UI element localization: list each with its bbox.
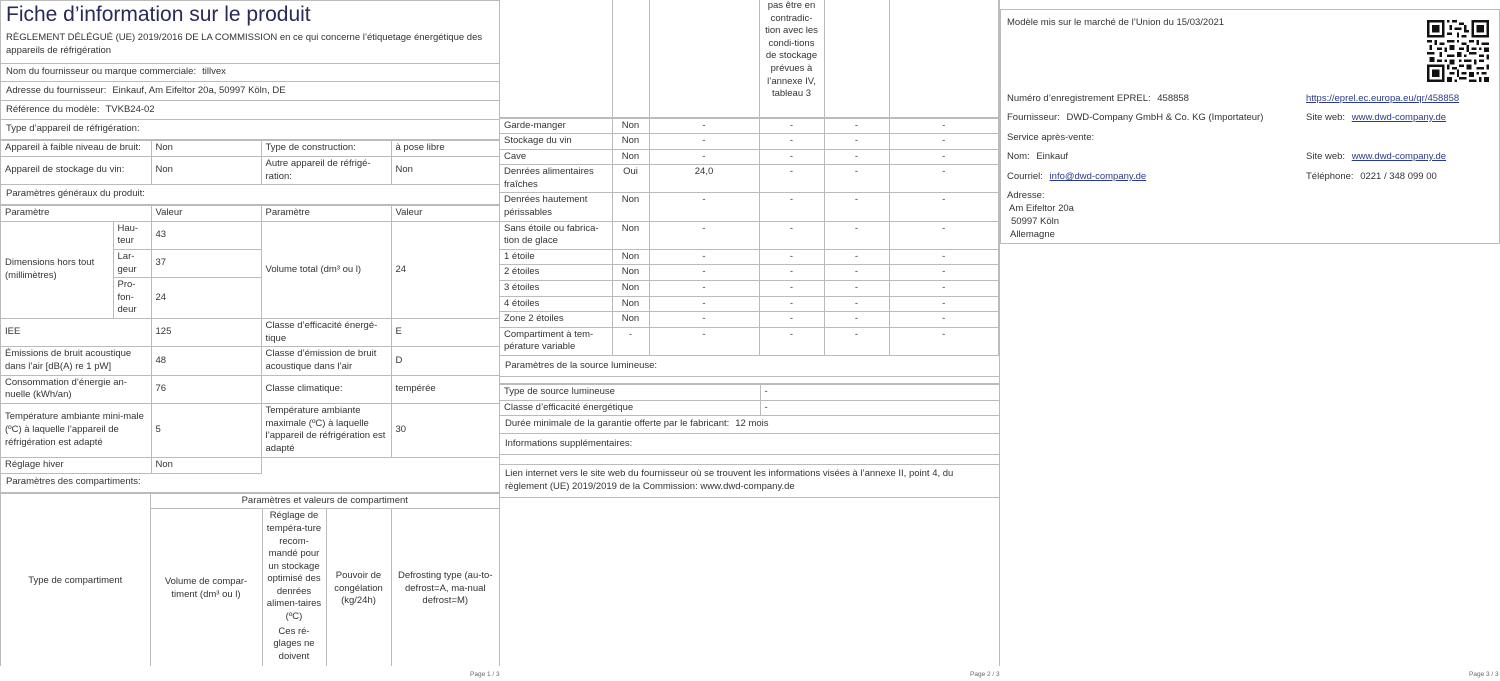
comp-temp-header xyxy=(262,509,326,666)
service-website-link[interactable]: www.dwd-company.de xyxy=(1351,151,1447,162)
email-row xyxy=(1007,171,1146,184)
compartment-freeze: - xyxy=(824,221,889,249)
light-heading: Paramètres de la source lumineuse: xyxy=(500,356,999,377)
type-table xyxy=(1,140,499,185)
comp-type-header: Type de compartiment xyxy=(1,493,150,666)
compartment-present: Non xyxy=(612,312,649,328)
iee-value: 125 xyxy=(151,319,261,347)
model-value: TVKB24-02 xyxy=(105,103,155,115)
compartment-name: Stockage du vin xyxy=(500,134,612,150)
supplier-label: Nom du fournisseur ou marque commerciale: xyxy=(6,66,197,78)
info-heading: Informations supplémentaires: xyxy=(500,434,999,455)
page-number-1: Page 1 / 3 xyxy=(470,671,500,678)
light-class-value: - xyxy=(760,400,999,416)
address-row xyxy=(1,82,499,101)
value-header: Valeur xyxy=(151,206,261,222)
compartment-freeze: - xyxy=(824,312,889,328)
website-label: Site web: xyxy=(1306,112,1346,123)
construction-value: à pose libre xyxy=(391,141,499,157)
address-line-1: Am Eifeltor 20a xyxy=(1009,203,1074,214)
compartment-defrost: - xyxy=(889,134,999,150)
page-3 xyxy=(1000,0,1500,666)
model-row xyxy=(1,101,499,120)
comp-defrost-header: Defrosting type (au-to-defrost=A, ma-nual defrost=M) xyxy=(391,509,499,666)
compartment-temp: - xyxy=(759,193,824,221)
comp-freeze-header: Pouvoir de congélation (kg/24h) xyxy=(326,509,391,666)
address-label: Adresse: xyxy=(1007,190,1045,201)
depth-value: 24 xyxy=(151,278,261,319)
low-noise-value: Non xyxy=(151,141,261,157)
phone-label: Téléphone: xyxy=(1306,171,1354,182)
service-website-row xyxy=(1306,151,1446,164)
compartment-name: 3 étoiles xyxy=(500,281,612,297)
compartments-header-table xyxy=(1,493,499,666)
supplier-row xyxy=(1,64,499,82)
winter-value: Non xyxy=(151,457,261,473)
supplier-row xyxy=(1007,112,1263,125)
compartment-freeze: - xyxy=(824,165,889,193)
height-value: 43 xyxy=(151,221,261,249)
address-label: Adresse du fournisseur: xyxy=(6,84,107,96)
climate-label: Classe climatique: xyxy=(261,375,391,403)
compartment-temp: - xyxy=(759,327,824,355)
compartment-defrost: - xyxy=(889,149,999,165)
compartment-temp: - xyxy=(759,296,824,312)
compartment-name: 1 étoile xyxy=(500,249,612,265)
warranty-value: 12 mois xyxy=(735,418,769,430)
compartment-freeze: - xyxy=(824,296,889,312)
eprel-link[interactable]: https://eprel.ec.europa.eu/qr/458858 xyxy=(1306,93,1460,104)
compartment-present: Non xyxy=(612,193,649,221)
tmin-value: 5 xyxy=(151,403,261,457)
compartment-defrost: - xyxy=(889,165,999,193)
website-row xyxy=(1306,112,1446,125)
compartment-row xyxy=(500,118,999,134)
compartment-defrost: - xyxy=(889,221,999,249)
compartment-row xyxy=(500,327,999,355)
website-link[interactable]: www.dwd-company.de xyxy=(1351,112,1447,123)
compartment-name: Sans étoile ou fabrica-tion de glace xyxy=(500,221,612,249)
compartment-temp: - xyxy=(759,281,824,297)
noise-value: 48 xyxy=(151,347,261,375)
compartment-present: - xyxy=(612,327,649,355)
model-label: Référence du modèle: xyxy=(6,103,100,115)
service-name-value: Einkauf xyxy=(1036,151,1069,162)
eprel-label: Numéro d’enregistrement EPREL: xyxy=(1007,93,1151,104)
compartment-temp: - xyxy=(759,221,824,249)
compartment-present: Non xyxy=(612,281,649,297)
comp-temp-note-cont: pas être en contradic-tion avec les condi-tions de stockage prévues à l’annexe IV, tableau 3 xyxy=(759,0,824,117)
type-heading: Type d’appareil de réfrigération: xyxy=(1,120,499,140)
compartment-name: Zone 2 étoiles xyxy=(500,312,612,328)
volume-value: 24 xyxy=(391,221,499,318)
low-noise-label: Appareil à faible niveau de bruit: xyxy=(1,141,151,157)
warranty-row xyxy=(500,416,999,434)
compartment-freeze: - xyxy=(824,193,889,221)
compartment-temp: - xyxy=(759,265,824,281)
light-type-label: Type de source lumineuse xyxy=(500,385,760,401)
regulation-subtitle: RÈGLEMENT DÉLÉGUÉ (UE) 2019/2016 DE LA COMMISSION en ce qui concerne l’étiquetage énergétique des appareils de réfrigération xyxy=(1,27,499,64)
eprel-value: 458858 xyxy=(1157,93,1189,104)
compartment-present: Non xyxy=(612,221,649,249)
value-header: Valeur xyxy=(391,206,499,222)
address-line-3: Allemagne xyxy=(1010,229,1055,240)
efficiency-class-value: E xyxy=(391,319,499,347)
compartment-row xyxy=(500,134,999,150)
compartment-present: Oui xyxy=(612,165,649,193)
compartment-row xyxy=(500,281,999,297)
compartment-volume: - xyxy=(649,249,759,265)
depth-label: Pro-fon-deur xyxy=(113,278,151,319)
dimensions-label: Dimensions hors tout (millimètres) xyxy=(1,221,113,318)
light-type-value: - xyxy=(760,385,999,401)
compartment-temp: - xyxy=(759,118,824,134)
compartment-freeze: - xyxy=(824,265,889,281)
noise-class-label: Classe d’émission de bruit acoustique dans l’air xyxy=(261,347,391,375)
tmin-label: Température ambiante mini-male (ºC) à laquelle l’appareil de réfrigération est adapté xyxy=(1,403,151,457)
compartment-defrost: - xyxy=(889,193,999,221)
width-label: Lar-geur xyxy=(113,249,151,277)
compartment-temp: - xyxy=(759,312,824,328)
compartment-freeze: - xyxy=(824,118,889,134)
compartment-freeze: - xyxy=(824,149,889,165)
page-title: Fiche d’information sur le produit xyxy=(6,3,311,26)
compartment-volume: - xyxy=(649,296,759,312)
comp-volume-header: Volume de compar-timent (dm³ ou l) xyxy=(150,509,262,666)
comp-temp-note: Ces ré-glages ne doivent xyxy=(273,625,315,662)
wine-value: Non xyxy=(151,157,261,185)
compartment-volume: - xyxy=(649,118,759,134)
comp-group-header: Paramètres et valeurs de compartiment xyxy=(150,493,499,509)
eprel-row xyxy=(1007,93,1189,106)
energy-value: 76 xyxy=(151,375,261,403)
email-label: Courriel: xyxy=(1007,171,1043,182)
compartments-heading: Paramètres des compartiments: xyxy=(1,474,499,493)
compartment-row xyxy=(500,221,999,249)
compartment-volume: - xyxy=(649,281,759,297)
compartment-volume: - xyxy=(649,327,759,355)
email-link[interactable]: info@dwd-company.de xyxy=(1049,171,1147,182)
compartment-defrost: - xyxy=(889,281,999,297)
other-value: Non xyxy=(391,157,499,185)
address-line-2: 50997 Köln xyxy=(1011,216,1060,227)
compartment-name: Garde-manger xyxy=(500,118,612,134)
supplier-value: tillvex xyxy=(202,66,226,78)
compartment-name: 2 étoiles xyxy=(500,265,612,281)
compartment-row xyxy=(500,165,999,193)
compartment-present: Non xyxy=(612,149,649,165)
compartment-defrost: - xyxy=(889,265,999,281)
compartment-freeze: - xyxy=(824,281,889,297)
compartment-name: Denrées hautement périssables xyxy=(500,193,612,221)
compartment-present: Non xyxy=(612,134,649,150)
compartment-volume: - xyxy=(649,221,759,249)
compartment-freeze: - xyxy=(824,134,889,150)
compartment-temp: - xyxy=(759,249,824,265)
phone-row xyxy=(1306,171,1437,184)
other-label: Autre appareil de réfrigé-ration: xyxy=(261,157,391,185)
compartment-row xyxy=(500,312,999,328)
tmax-label: Température ambiante maximale (ºC) à laquelle l’appareil de réfrigération est adapté xyxy=(261,403,391,457)
compartments-continued-header xyxy=(500,0,999,118)
compartment-row xyxy=(500,249,999,265)
wine-label: Appareil de stockage du vin: xyxy=(1,157,151,185)
compartment-name: 4 étoiles xyxy=(500,296,612,312)
compartment-name: Cave xyxy=(500,149,612,165)
compartment-freeze: - xyxy=(824,249,889,265)
general-heading: Paramètres généraux du produit: xyxy=(1,185,499,205)
winter-label: Réglage hiver xyxy=(1,457,151,473)
noise-class-value: D xyxy=(391,347,499,375)
compartment-defrost: - xyxy=(889,296,999,312)
efficiency-class-label: Classe d’efficacité énergé-tique xyxy=(261,319,391,347)
compartment-name: Denrées alimentaires fraîches xyxy=(500,165,612,193)
compartment-volume: - xyxy=(649,312,759,328)
compartment-volume: - xyxy=(649,149,759,165)
info-link[interactable]: www.dwd-company.de xyxy=(700,481,795,493)
compartment-row xyxy=(500,193,999,221)
width-value: 37 xyxy=(151,249,261,277)
compartment-temp: - xyxy=(759,165,824,193)
compartment-volume: - xyxy=(649,134,759,150)
page-number-2: Page 2 / 3 xyxy=(970,671,1000,678)
iee-label: IEE xyxy=(1,319,151,347)
page-number-3: Page 3 / 3 xyxy=(1469,671,1499,678)
address-value: Einkauf, Am Eifeltor 20a, 50997 Köln, DE xyxy=(112,84,286,96)
compartment-row xyxy=(500,149,999,165)
compartment-volume: 24,0 xyxy=(649,165,759,193)
compartment-present: Non xyxy=(612,118,649,134)
service-name-label: Nom: xyxy=(1007,151,1030,162)
compartment-defrost: - xyxy=(889,249,999,265)
info-text-block xyxy=(500,465,999,498)
service-heading: Service après-vente: xyxy=(1007,132,1095,143)
market-date-text: Modèle mis sur le marché de l’Union du 15/03/2021 xyxy=(1007,17,1225,28)
energy-label: Consommation d’énergie an-nuelle (kWh/an) xyxy=(1,375,151,403)
height-label: Hau-teur xyxy=(113,221,151,249)
page-2 xyxy=(500,0,1000,666)
supplier-value: DWD-Company GmbH & Co. KG (Importateur) xyxy=(1066,112,1264,123)
compartment-temp: - xyxy=(759,134,824,150)
supplier-info-box xyxy=(1000,9,1500,244)
volume-label: Volume total (dm³ ou l) xyxy=(261,221,391,318)
compartment-name: Compartiment à tem-pérature variable xyxy=(500,327,612,355)
service-name-row xyxy=(1007,151,1068,164)
compartments-table xyxy=(500,118,999,357)
light-class-label: Classe d’efficacité énergétique xyxy=(500,400,760,416)
compartment-row xyxy=(500,265,999,281)
param-header: Paramètre xyxy=(1,206,151,222)
compartment-defrost: - xyxy=(889,118,999,134)
tmax-value: 30 xyxy=(391,403,499,457)
supplier-label: Fournisseur: xyxy=(1007,112,1060,123)
comp-temp-text: Réglage de tempéra-ture recom-mandé pour un stockage optimisé des denrées alimen-taires (ºC) xyxy=(266,510,322,623)
param-header: Paramètre xyxy=(261,206,391,222)
noise-label: Émissions de bruit acoustique dans l’air [dB(A) re 1 pW] xyxy=(1,347,151,375)
phone-value: 0221 / 348 099 00 xyxy=(1360,171,1437,182)
compartment-present: Non xyxy=(612,296,649,312)
page-1 xyxy=(0,0,500,666)
service-website-label: Site web: xyxy=(1306,151,1346,162)
compartment-temp: - xyxy=(759,149,824,165)
construction-label: Type de construction: xyxy=(261,141,391,157)
compartment-defrost: - xyxy=(889,312,999,328)
compartment-defrost: - xyxy=(889,327,999,355)
climate-value: tempérée xyxy=(391,375,499,403)
qr-code-icon[interactable] xyxy=(1427,20,1489,82)
compartment-row xyxy=(500,296,999,312)
compartment-volume: - xyxy=(649,265,759,281)
compartment-present: Non xyxy=(612,265,649,281)
light-table xyxy=(500,384,999,416)
compartment-present: Non xyxy=(612,249,649,265)
compartment-volume: - xyxy=(649,193,759,221)
compartment-freeze: - xyxy=(824,327,889,355)
general-params-table xyxy=(1,205,499,474)
warranty-label: Durée minimale de la garantie offerte par le fabricant: xyxy=(505,418,730,430)
info-text: Lien internet vers le site web du fournisseur où se trouvent les informations visées à l’annexe II, point 4, du règlement (UE) 2019/2019 de la Commission: xyxy=(505,468,954,493)
